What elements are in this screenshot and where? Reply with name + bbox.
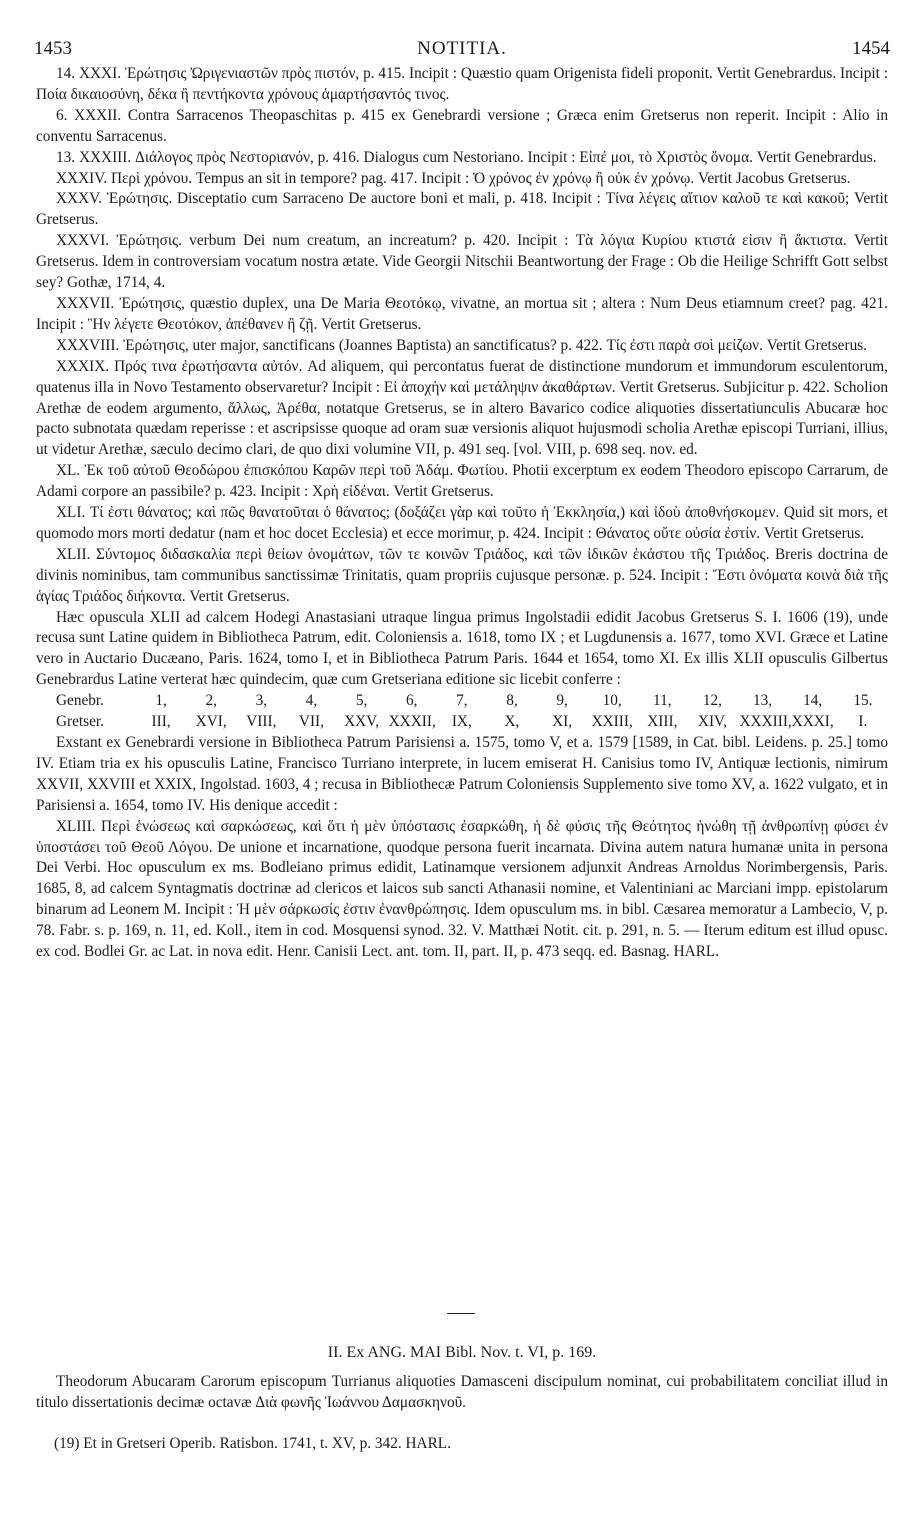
table-cell: 1, <box>155 692 167 710</box>
concordance-table <box>36 691 888 733</box>
table-cell: XVI, <box>195 713 227 731</box>
table-cell: XIV, <box>697 713 727 731</box>
column-number-left: 1453 <box>34 38 72 59</box>
entry-xxxiii: 13. XXXIII. Διάλογος πρὸς Νεστοριανόν, p. 416. Dialogus cum Nestoriano. Incipit : Εἰπέ μοι, τὸ Χριστὸς ὄνομα. Vertit Genebrardus. <box>56 148 877 166</box>
entry-xxxvii: XXXVII. Ἐρώτησις, quæstio duplex, una De Maria Θεοτόκῳ, vivatne, an mortua sit ; altera : Num Deus etiamnum creet? pag. 421. Incipit : Ἣν λέγετε Θεοτόκον, ἀπέθανεν ἢ ζῇ. Vertit Gretserus. <box>36 294 888 333</box>
table-cell: 3, <box>255 692 268 710</box>
table-cell: XIII, <box>647 713 678 731</box>
table-cell: 5, <box>355 692 368 710</box>
table-cell: XXXIII, <box>739 713 792 731</box>
exstant-paragraph: Exstant ex Genebrardi versione in Bibliotheca Patrum Parisiensi a. 1575, tomo V, et a. 1579 [1589, in Cat. bibl. Leidens. p. 25.] tomo IV. Etiam tria ex his opusculis Latine, Francisco Turriano interprete, in lucem emiserat H. Canisius tomo IV, Antiquæ lectionis, nimirum XXVII, XXVIII et XXIX, Ingolstad. 1603, 4 ; recusa in Bibliothecæ Patrum Coloniensis Supplemento sive tomo XV, a. 1622 vulgato, et in Parisiensi a. 1654, tomo IV. His denique accedit : <box>36 734 888 814</box>
table-cell: 13, <box>753 692 773 710</box>
entry-xxxi: 14. XXXI. Ἐρώτησις Ὠριγενιαστῶν πρὸς πιστόν, p. 415. Incipit : Quæstio quam Origenista fideli proponit. Vertit Genebrardus. Incipit : Ποία δικαιοσύνη, δέκα ἢ πεντήκοντα χρόνους ἁμαρτήσαντός τινος. <box>36 65 888 103</box>
table-cell: 9, <box>556 692 568 710</box>
table-cell: 10, <box>602 692 622 710</box>
table-cell: VII, <box>298 713 324 731</box>
editions-paragraph: Hæc opuscula XLII ad calcem Hodegi Anastasiani utraque lingua primus Ingolstadii edidit Jacobus Gretserus S. I. 1606 (19), unde recusa sunt Latine quidem in Bibliotheca Patrum, edit. Coloniensis a. 1618, tomo IX ; et Lugdunensis a. 1677, tomo XVI. Græce et Latine vero in Auctario Ducæano, Paris. 1624, tomo I, et in Bibliotheca Patrum Paris. 1644 et 1654, tomo XI. Ex illis XLII opusculis Gilbertus Genebrardus Latine verterat hæc quindecim, quæ cum Gretseriana editione sic licebit conferre : <box>36 608 888 689</box>
table-cell: 7, <box>456 692 468 710</box>
table-cell: XXIII, <box>591 713 633 731</box>
table-cell: XXXI, <box>791 713 834 731</box>
entry-xli: XLI. Τί ἐστι θάνατος; καὶ πῶς θανατοῦται ὁ θάνατος; (δοξάζει γὰρ καὶ τοῦτο ἡ Ἐκκλησία,) καὶ ἰδοὺ ἀποθνήσκομεν. Quid sit mors, et quomodo mors morti dedatur (nam et hoc docet Ecclesia) et ecce morimur, p. 424. Incipit : Θάνατος οὔτε οὐσία ἐστίν. Vertit Gretserus. <box>36 504 888 542</box>
table-cell: IX, <box>451 713 472 731</box>
table-cell: 2, <box>205 692 217 710</box>
table-cell: 4, <box>305 692 318 710</box>
concordance-row-genebrard <box>36 691 888 712</box>
entry-xl: XL. Ἐκ τοῦ αὐτοῦ Θεοδώρου ἐπισκόπου Καρῶν περὶ τοῦ Ἀδάμ. Φωτίου. Photii excerptum ex eodem Theodoro episcopo Carrarum, de Adami corpore an passibile? p. 423. Incipit : Χρὴ εἰδέναι. Vertit Gretserus. <box>36 462 888 501</box>
section-heading: II. Ex ANG. MAI Bibl. Nov. t. VI, p. 169. <box>327 1344 597 1361</box>
table-cell: 15. <box>853 692 873 710</box>
row-label: Genebr. <box>56 692 104 710</box>
main-text <box>36 64 888 963</box>
table-cell: 8, <box>506 692 518 710</box>
table-cell: XXV, <box>344 713 380 731</box>
entry-xxxv: XXXV. Ἐρώτησις. Disceptatio cum Sarraceno De auctore boni et mali, p. 418. Incipit : Τίνα λέγεις αἴτιον καλοῦ τε καὶ κακοῦ; Vertit Gretserus. <box>36 190 888 229</box>
entry-xxxiv: XXXIV. Περὶ χρόνου. Tempus an sit in tempore? pag. 417. Incipit : Ὁ χρόνος ἐν χρόνῳ ἢ οὐκ ἐν χρόνῳ. Vertit Jacobus Gretserus. <box>56 169 851 187</box>
table-cell: X, <box>504 713 520 731</box>
entry-xlii: XLII. Σύντομος διδασκαλία περὶ θείων ὀνομάτων, τῶν τε κοινῶν Τριάδος, καὶ τῶν ἰδικῶν ἑκάστου τῆς Τριάδος. Breris doctrina de divinis nominibus, tam communibus sanctissimæ Trinitatis, quam propriis cujusque personæ. p. 524. Incipit : Ἔστι ὀνόματα κοινὰ διὰ τῆς ἁγίας Τριάδος διήκοντα. Vertit Gretserus. <box>36 545 888 605</box>
table-cell: I. <box>858 713 868 731</box>
entry-xxxii: 6. XXXII. Contra Sarracenos Theopaschitas p. 415 ex Genebrardi versione ; Græca enim Gretserus non reperit. Incipit : Alio in conventu Sarracenus. <box>36 106 888 145</box>
concordance-row-gretser <box>36 712 888 733</box>
entry-xxxvi: XXXVI. Ἐρώτησις. verbum Dei num creatum, an increatum? p. 420. Incipit : Τὰ λόγια Κυρίου κτιστά εἰσιν ἢ ἄκτιστα. Vertit Gretserus. Idem in controversiam vocatum nostra ætate. Vide Georgii Nitschii Beantwortung der Frage : Ob die Heilige Schrifft Gott selbst sey? Gothæ, 1714, 4. <box>36 232 888 292</box>
section-paragraph: Theodorum Abucaram Carorum episcopum Turrianus aliquoties Damasceni discipulum nominat, cui probabilitatem conciliat illud in titulo dissertationis decimæ octavæ Διὰ φωνῆς Ἰωάννου Δαμασκηνοῦ. <box>36 1373 888 1411</box>
table-cell: III, <box>151 713 171 731</box>
entry-xxxix: XXXIX. Πρός τινα ἐρωτήσαντα αὐτόν. Ad aliquem, qui percontatus fuerat de distinctione mundorum et immundorum esculentorum, quatenus illa in Novo Testamento observaretur? Incipit : Εἰ ἀποχὴν καὶ μετάληψιν ἀκαθάρτων. Vertit Gretserus. Subjicitur p. 422. Scholion Arethæ de eodem argumento, ἄλλως, Ἀρέθα, notatque Gretserus, se in altero Bavarico codice aliquoties dissertatiunculis Abucaræ hoc pacto subnotata quædam reperisse : et ascripsisse quoque ad oram suæ versionis aliquot hujusmodi scholia Arethæ episcopi Turriani, illius, ut videtur Arethæ, sæculo decimo clari, de quo dixi volumine VII, p. 491 seq. [vol. VIII, p. 698 seq. nov. ed. <box>36 357 888 459</box>
entry-xxxviii: XXXVIII. Ἐρώτησις, uter major, sanctificans (Joannes Baptista) an sanctificatus? p. 422. Τίς ἐστι παρὰ σοὶ μείζων. Vertit Gretserus. <box>56 336 867 354</box>
table-cell: VIII, <box>246 713 277 731</box>
table-cell: 11, <box>653 692 672 710</box>
column-number-right: 1454 <box>852 38 890 59</box>
table-cell: 12, <box>702 692 722 710</box>
table-cell: 6, <box>405 692 418 710</box>
entry-xliii: XLIII. Περὶ ἑνώσεως καὶ σαρκώσεως, καὶ ὅτι ἡ μὲν ὑπόστασις ἐσαρκώθη, ἡ δὲ φύσις τῆς Θεότητος ἡνώθη τῇ ἀνθρωπίνῃ φύσει ἐν ὑποστάσει τοῦ Θεοῦ Λόγου. De unione et incarnatione, quodque persona fuerit incarnata. Divina autem natura humanæ unita in persona Dei Verbi. Hoc opusculum ex ms. Bodleiano primus edidit, Latinamque versionem adjunxit Andreas Arnoldus Norimbergensis, Paris. 1685, 8, ad calcem Syntagmatis doctrinæ ad clericos et laicos sub sancti Athanasii nomine, et Valentiniani ac Marciani impp. epistolarum binarum ad Leonem M. Incipit : Ἡ μὲν σάρκωσίς ἐστιν ἐνανθρώπησις. Idem opusculum ms. in bibl. Cæsarea memoratur a Lambecio, V, p. 78. Fabr. s. p. 169, n. 11, ed. Koll., item in cod. Mosquensi synod. 32. V. Matthæi Notit. cit. p. 291, n. 5. — Iterum editum est illud opusc. ex cod. Bodlei Gr. ac Lat. in nova edit. Henr. Canisii Lect. ant. tom. II, part. II, p. 473 seqq. ed. Basnag. HARL. <box>36 817 888 961</box>
section-divider <box>447 1313 475 1314</box>
table-cell: XI, <box>552 713 573 731</box>
running-title: NOTITIA. <box>417 38 507 59</box>
running-header <box>34 38 890 62</box>
table-cell: 14, <box>803 692 823 710</box>
footnote: (19) Et in Gretseri Operib. Ratisbon. 1741, t. XV, p. 342. HARL. <box>54 1435 451 1452</box>
row-label: Gretser. <box>56 713 104 731</box>
table-cell: XXXII, <box>388 713 436 731</box>
